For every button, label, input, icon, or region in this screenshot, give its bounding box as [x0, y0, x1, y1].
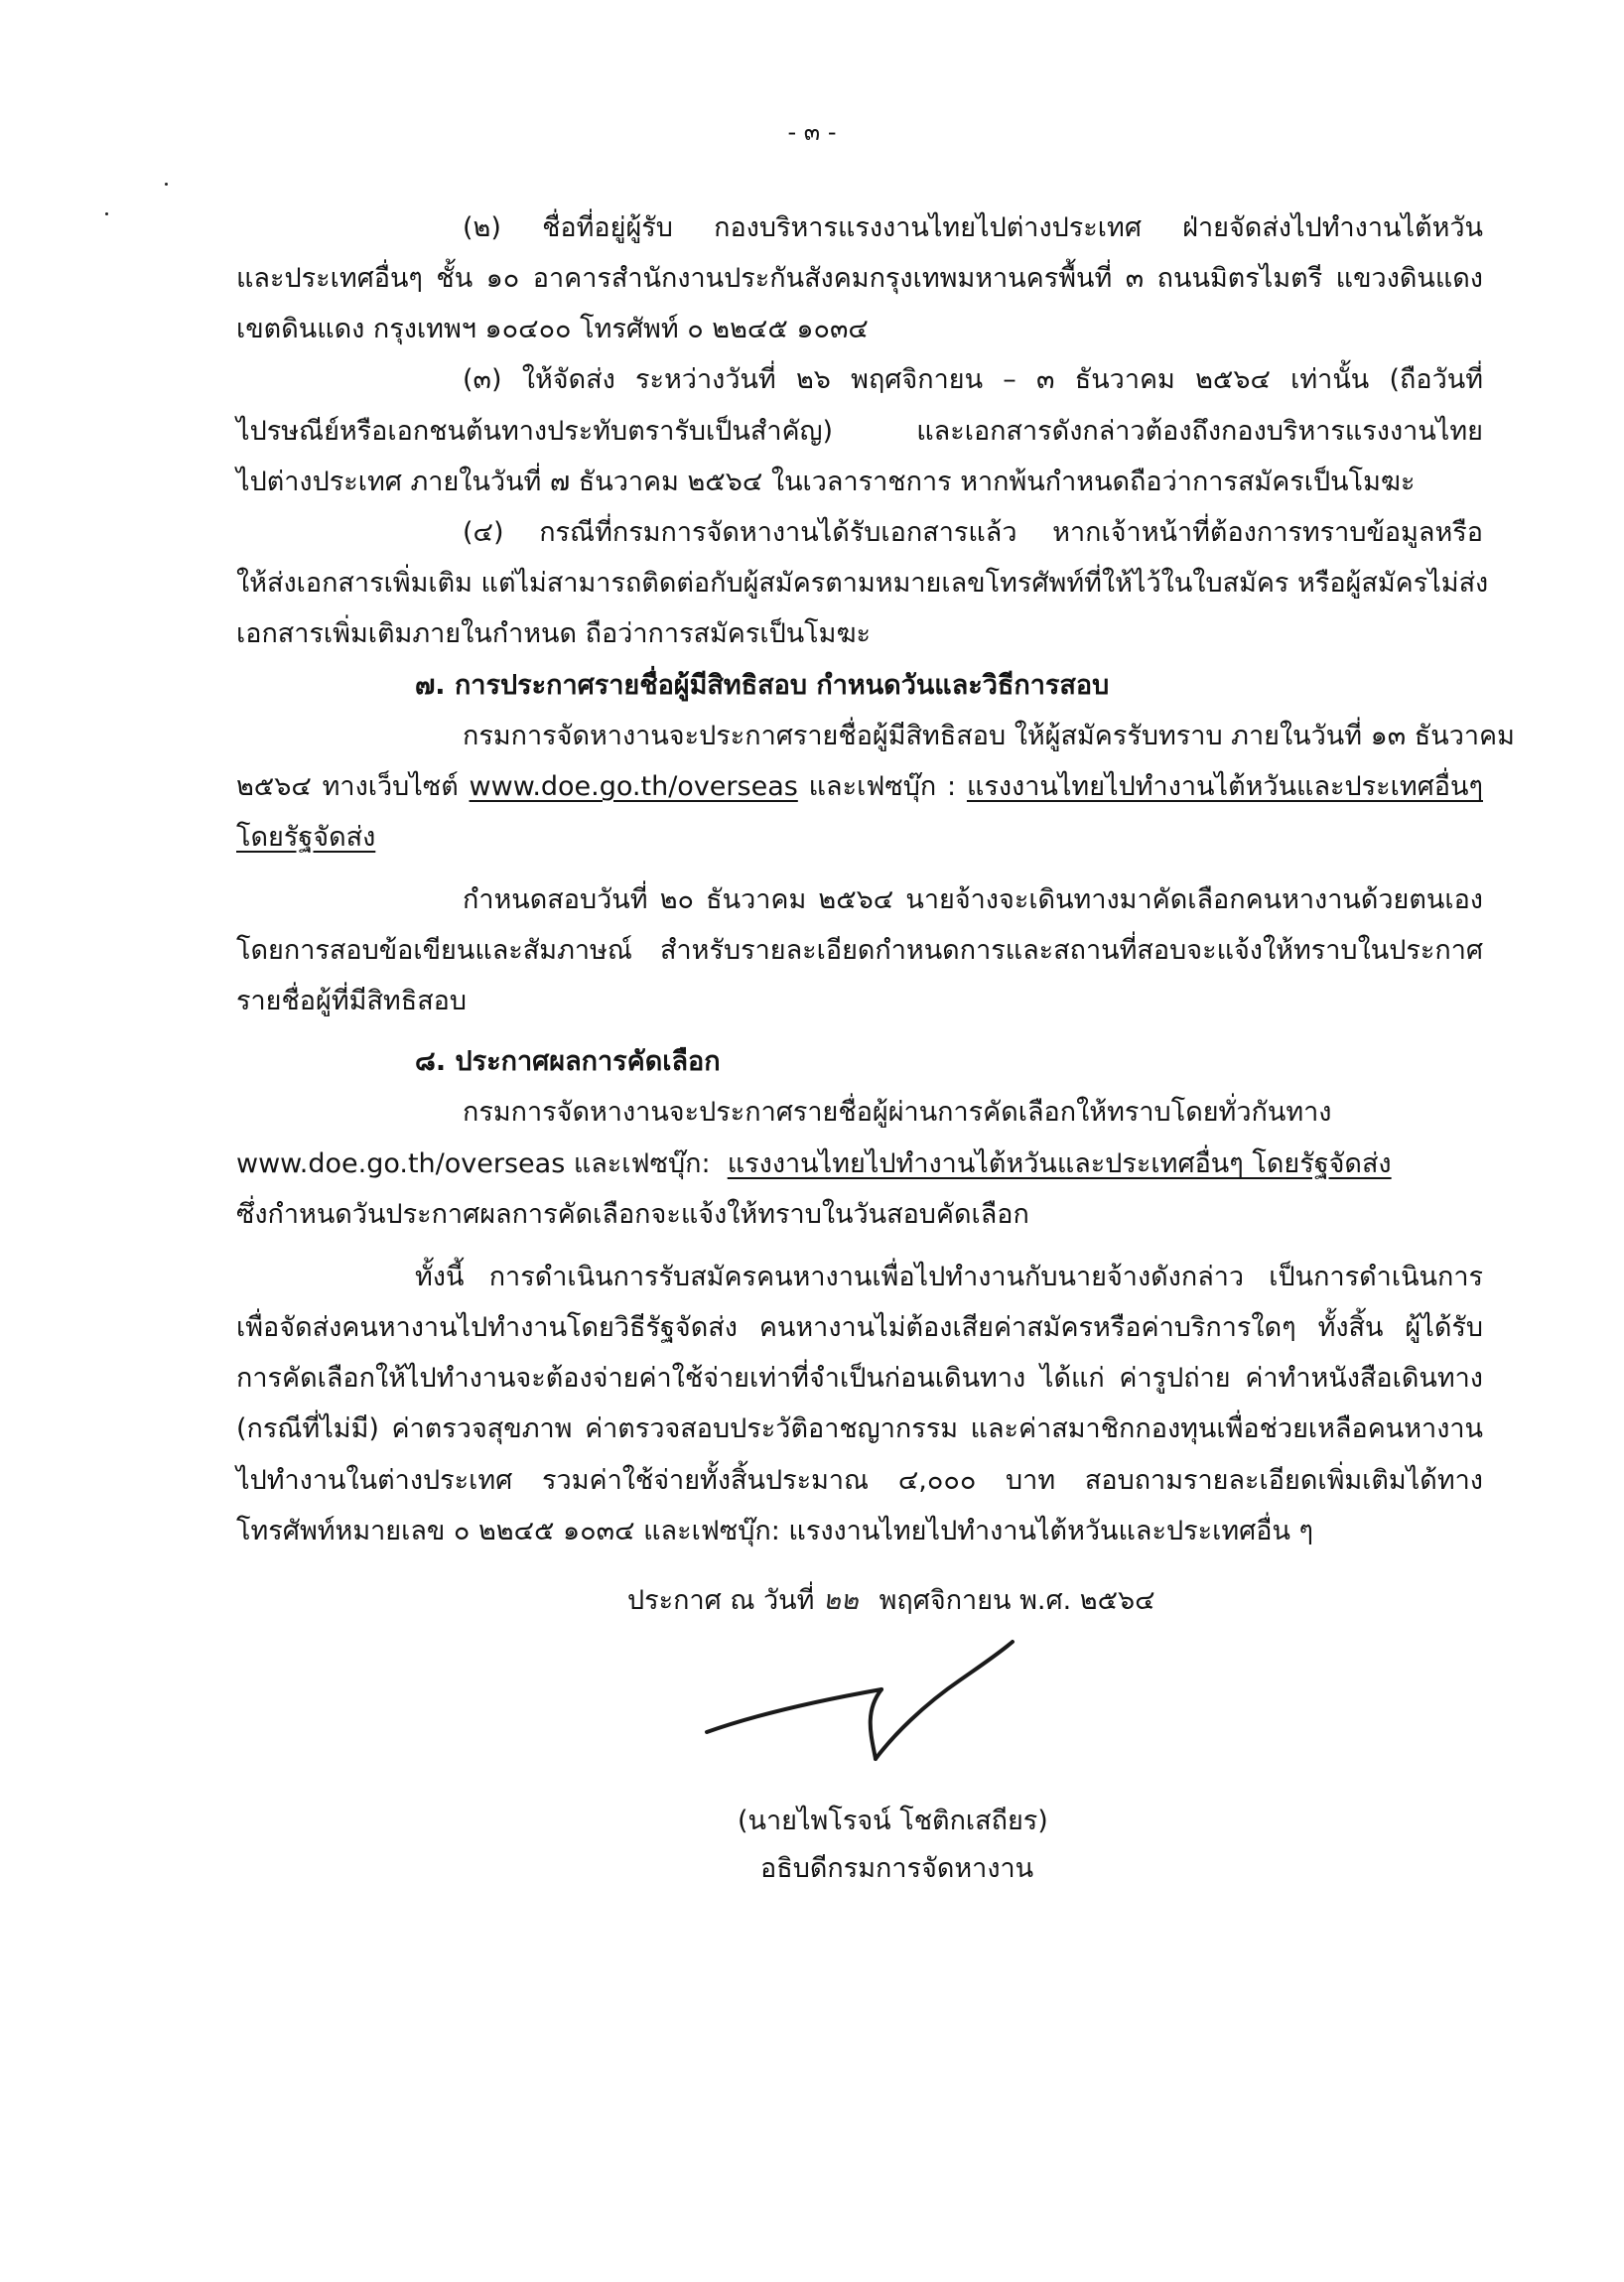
item-3-line-1: (๓) ให้จัดส่ง ระหว่างวันที่ ๒๖ พฤศจิกายน – ๓ ธันวาคม ๒๕๖๔ เท่านั้น (ถือวันที่ — [463, 364, 1483, 395]
date-prefix: ประกาศ ณ วันที่ — [627, 1585, 815, 1616]
facebook-page-link[interactable]: แรงงานไทยไปทำงานไต้หวันและประเทศอื่นๆ — [966, 771, 1483, 802]
section-7-p1-text-b: และเฟซบุ๊ก : — [808, 771, 957, 802]
announcement-date — [627, 1576, 1155, 1626]
date-suffix: พฤศจิกายน พ.ศ. ๒๕๖๔ — [879, 1585, 1155, 1616]
section-7-p2-line-1: กำหนดสอบวันที่ ๒๐ ธันวาคม ๒๕๖๔ นายจ้างจะเดินทางมาคัดเลือกคนหางานด้วยตนเอง — [463, 884, 1483, 915]
section-8-line-2 — [236, 1140, 1483, 1189]
item-3-line-2: ไปรษณีย์หรือเอกชนต้นทางประทับตรารับเป็นสำคัญ) และเอกสารดังกล่าวต้องถึงกองบริหารแรงงานไทย — [236, 416, 1483, 447]
signatory-title: อธิบดีกรมการจัดหางาน — [760, 1853, 1034, 1884]
section-7-p2-line-3: รายชื่อผู้ที่มีสิทธิสอบ — [236, 986, 468, 1016]
section-8-line-3: ซึ่งกำหนดวันประกาศผลการคัดเลือกจะแจ้งให้ทราบในวันสอบคัดเลือก — [236, 1199, 1029, 1230]
facebook-page-link-continued[interactable]: โดยรัฐจัดส่ง — [236, 822, 376, 853]
handwritten-day: ๒๒ — [823, 1585, 859, 1616]
facebook-page-link[interactable]: แรงงานไทยไปทำงานไต้หวันและประเทศอื่นๆ โดยรัฐจัดส่ง — [727, 1148, 1392, 1179]
section-7-p1-line-1: กรมการจัดหางานจะประกาศรายชื่อผู้มีสิทธิสอบ ให้ผู้สมัครรับทราบ ภายในวันที่ ๑๓ ธันวาคม — [463, 721, 1515, 751]
item-4-line-1: (๔) กรณีที่กรมการจัดหางานได้รับเอกสารแล้ว หากเจ้าหน้าที่ต้องการทราบข้อมูลหรือ — [463, 517, 1483, 548]
closing-line-6: โทรศัพท์หมายเลข ๐ ๒๒๔๕ ๑๐๓๔ และเฟซบุ๊ก: แรงงานไทยไปทำงานไต้หวันและประเทศอื่น ๆ — [236, 1516, 1314, 1546]
item-2-line-3: เขตดินแดง กรุงเทพฯ ๑๐๔๐๐ โทรศัพท์ ๐ ๒๒๔๕ ๑๐๓๔ — [236, 314, 869, 344]
closing-line-2: เพื่อจัดส่งคนหางานไปทำงานโดยวิธีรัฐจัดส่ง คนหางานไม่ต้องเสียค่าสมัครหรือค่าบริการใดๆ ทั้งสิ้น ผู้ได้รับ — [236, 1312, 1483, 1343]
item-2-line-1: (๒) ชื่อที่อยู่ผู้รับ กองบริหารแรงงานไทยไปต่างประเทศ ฝ่ายจัดส่งไปทำงานไต้หวัน — [463, 212, 1483, 243]
section-7-p2-line-2: โดยการสอบข้อเขียนและสัมภาษณ์ สำหรับรายละเอียดกำหนดการและสถานที่สอบจะแจ้งให้ทราบในประกาศ — [236, 935, 1483, 966]
section-8-heading: ๘. ประกาศผลการคัดเลือก — [415, 1046, 721, 1077]
closing-line-1: ทั้งนี้ การดำเนินการรับสมัครคนหางานเพื่อไปทำงานกับนายจ้างดังกล่าว เป็นการดำเนินการ — [415, 1262, 1483, 1292]
closing-line-4: (กรณีที่ไม่มี) ค่าตรวจสุขภาพ ค่าตรวจสอบประวัติอาชญากรรม และค่าสมาชิกกองทุนเพื่อช่วยเหลือคนหางาน — [236, 1413, 1483, 1444]
signature — [695, 1628, 1022, 1777]
website-link[interactable]: www.doe.go.th/overseas — [469, 771, 798, 802]
closing-line-3: การคัดเลือกให้ไปทำงานจะต้องจ่ายค่าใช้จ่ายเท่าที่จำเป็นก่อนเดินทาง ได้แก่ ค่ารูปถ่าย ค่าทำหนังสือเดินทาง — [236, 1363, 1483, 1394]
scan-speck — [105, 212, 108, 215]
section-7-p1-line-2 — [236, 762, 1483, 812]
section-8-line-1: กรมการจัดหางานจะประกาศรายชื่อผู้ผ่านการคัดเลือกให้ทราบโดยทั่วกันทาง — [463, 1097, 1332, 1128]
scan-speck — [165, 183, 168, 186]
item-3-line-3: ไปต่างประเทศ ภายในวันที่ ๗ ธันวาคม ๒๕๖๔ ในเวลาราชการ หากพ้นกำหนดถือว่าการสมัครเป็นโมฆะ — [236, 467, 1416, 497]
closing-line-5: ไปทำงานในต่างประเทศ รวมค่าใช้จ่ายทั้งสิ้นประมาณ ๔,๐๐๐ บาท สอบถามรายละเอียดเพิ่มเติมได้ทาง — [236, 1465, 1483, 1496]
item-4-line-3: เอกสารเพิ่มเติมภายในกำหนด ถือว่าการสมัครเป็นโมฆะ — [236, 618, 872, 649]
section-7-heading: ๗. การประกาศรายชื่อผู้มีสิทธิสอบ กำหนดวันและวิธีการสอบ — [415, 670, 1110, 701]
section-8-text-a: www.doe.go.th/overseas และเฟซบุ๊ก: — [236, 1148, 711, 1179]
item-2-line-2: และประเทศอื่นๆ ชั้น ๑๐ อาคารสำนักงานประกันสังคมกรุงเทพมหานครพื้นที่ ๓ ถนนมิตรไมตรี แขวงดินแดง — [236, 263, 1483, 294]
signatory-name: (นายไพโรจน์ โชติกเสถียร) — [738, 1806, 1048, 1836]
page-number: - ๓ - — [787, 118, 837, 146]
item-4-line-2: ให้ส่งเอกสารเพิ่มเติม แต่ไม่สามารถติดต่อกับผู้สมัครตามหมายเลขโทรศัพท์ที่ให้ไว้ในใบสมัคร หรือผู้สมัครไม่ส่ง — [236, 568, 1489, 599]
section-7-p1-text-a: ๒๕๖๔ ทางเว็บไซต์ — [236, 771, 459, 802]
